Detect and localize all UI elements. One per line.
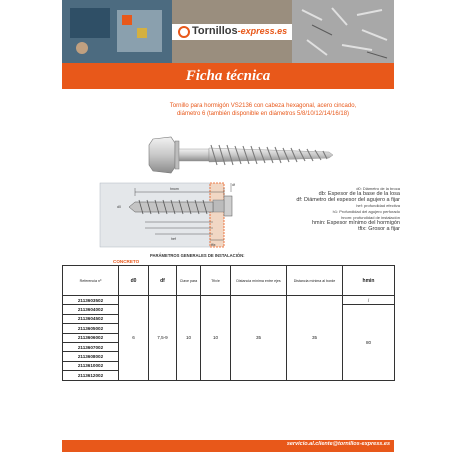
description-line-1: Tornillo para hormigón VS2136 con cabeza hexagonal, acero cincado, (169, 103, 357, 109)
tfix-cell: 10 (201, 296, 231, 381)
legend-item: df: Diámetro del espesor del agujero a fijar (296, 196, 400, 203)
installation-diagram (95, 178, 245, 256)
df-cell: 7,5-9 (149, 296, 177, 381)
dimension-d0: d0 (117, 205, 121, 209)
dimension-hef: hef (171, 237, 176, 241)
legend-item: hef: profundidad efectiva (356, 203, 400, 209)
legend-item: h1: Profundidad del agujero perforado (332, 209, 400, 215)
dimension-hnom: hnom (170, 187, 179, 191)
hmin-cell: 80 (343, 305, 395, 380)
reference-cell: 2113603502 (63, 296, 119, 305)
header-tfix: Tfix/e (201, 266, 231, 296)
legend-item: hmin: Espesor mínimo del hormigón (311, 219, 400, 226)
page-title: Ficha técnica (185, 68, 271, 84)
header-hmin: hmin (343, 266, 395, 296)
brand-name: Tornillos (192, 25, 238, 37)
reference-cell: 2113605002 (63, 324, 119, 333)
reference-cell: 2113607002 (63, 342, 119, 351)
reference-cell: 2113604002 (63, 305, 119, 314)
reference-cell: 2113608002 (63, 352, 119, 361)
header-ejes: Distancia mínima entre ejes (231, 266, 287, 296)
brand-suffix: -express.es (237, 26, 288, 36)
product-description (158, 102, 368, 119)
description-line-2: diámetro 6 (también disponible en diámetros 5/8/10/12/14/16/18) (176, 111, 350, 118)
bolt-image (147, 135, 337, 175)
ejes-cell: 35 (231, 296, 287, 381)
dimension-df: df (232, 183, 235, 187)
legend-item: d0: Diámetro de la broca (356, 186, 400, 191)
clave-cell: 10 (177, 296, 201, 381)
specification-table (62, 265, 395, 381)
table-header-row (63, 266, 395, 296)
reference-cell: 2113606002 (63, 333, 119, 342)
header-borde: Distancia mínima al borde (287, 266, 343, 296)
hmin-first-cell: / (343, 296, 395, 305)
params-label: PARÁMETROS GENERALES DE INSTALACIÓN: (150, 253, 245, 258)
parameter-legend (250, 186, 400, 232)
header-df: df (149, 266, 177, 296)
table-row (63, 296, 395, 305)
dimension-tfix: tfix (211, 243, 216, 247)
footer-email[interactable]: servicio.al.cliente@tornillos-express.es (286, 441, 390, 447)
brand-logo (192, 25, 287, 37)
header-clave: Clave para (177, 266, 201, 296)
legend-item: db: Espesor de la base de la losa (318, 190, 400, 197)
reference-cell: 2113612002 (63, 371, 119, 380)
reference-cell: 2113610002 (63, 361, 119, 370)
logo-icon (178, 26, 190, 38)
d0-cell: 6 (119, 296, 149, 381)
concrete-label: CONCRETO (113, 259, 140, 264)
borde-cell: 35 (287, 296, 343, 381)
legend-item: hnom: profundidad de instalación (341, 214, 400, 220)
legend-item: tfix: Grosor a fijar (358, 225, 400, 232)
header-reference: Referencia nº (63, 266, 119, 296)
header-d0: d0 (119, 266, 149, 296)
reference-cell: 2113604502 (63, 314, 119, 323)
